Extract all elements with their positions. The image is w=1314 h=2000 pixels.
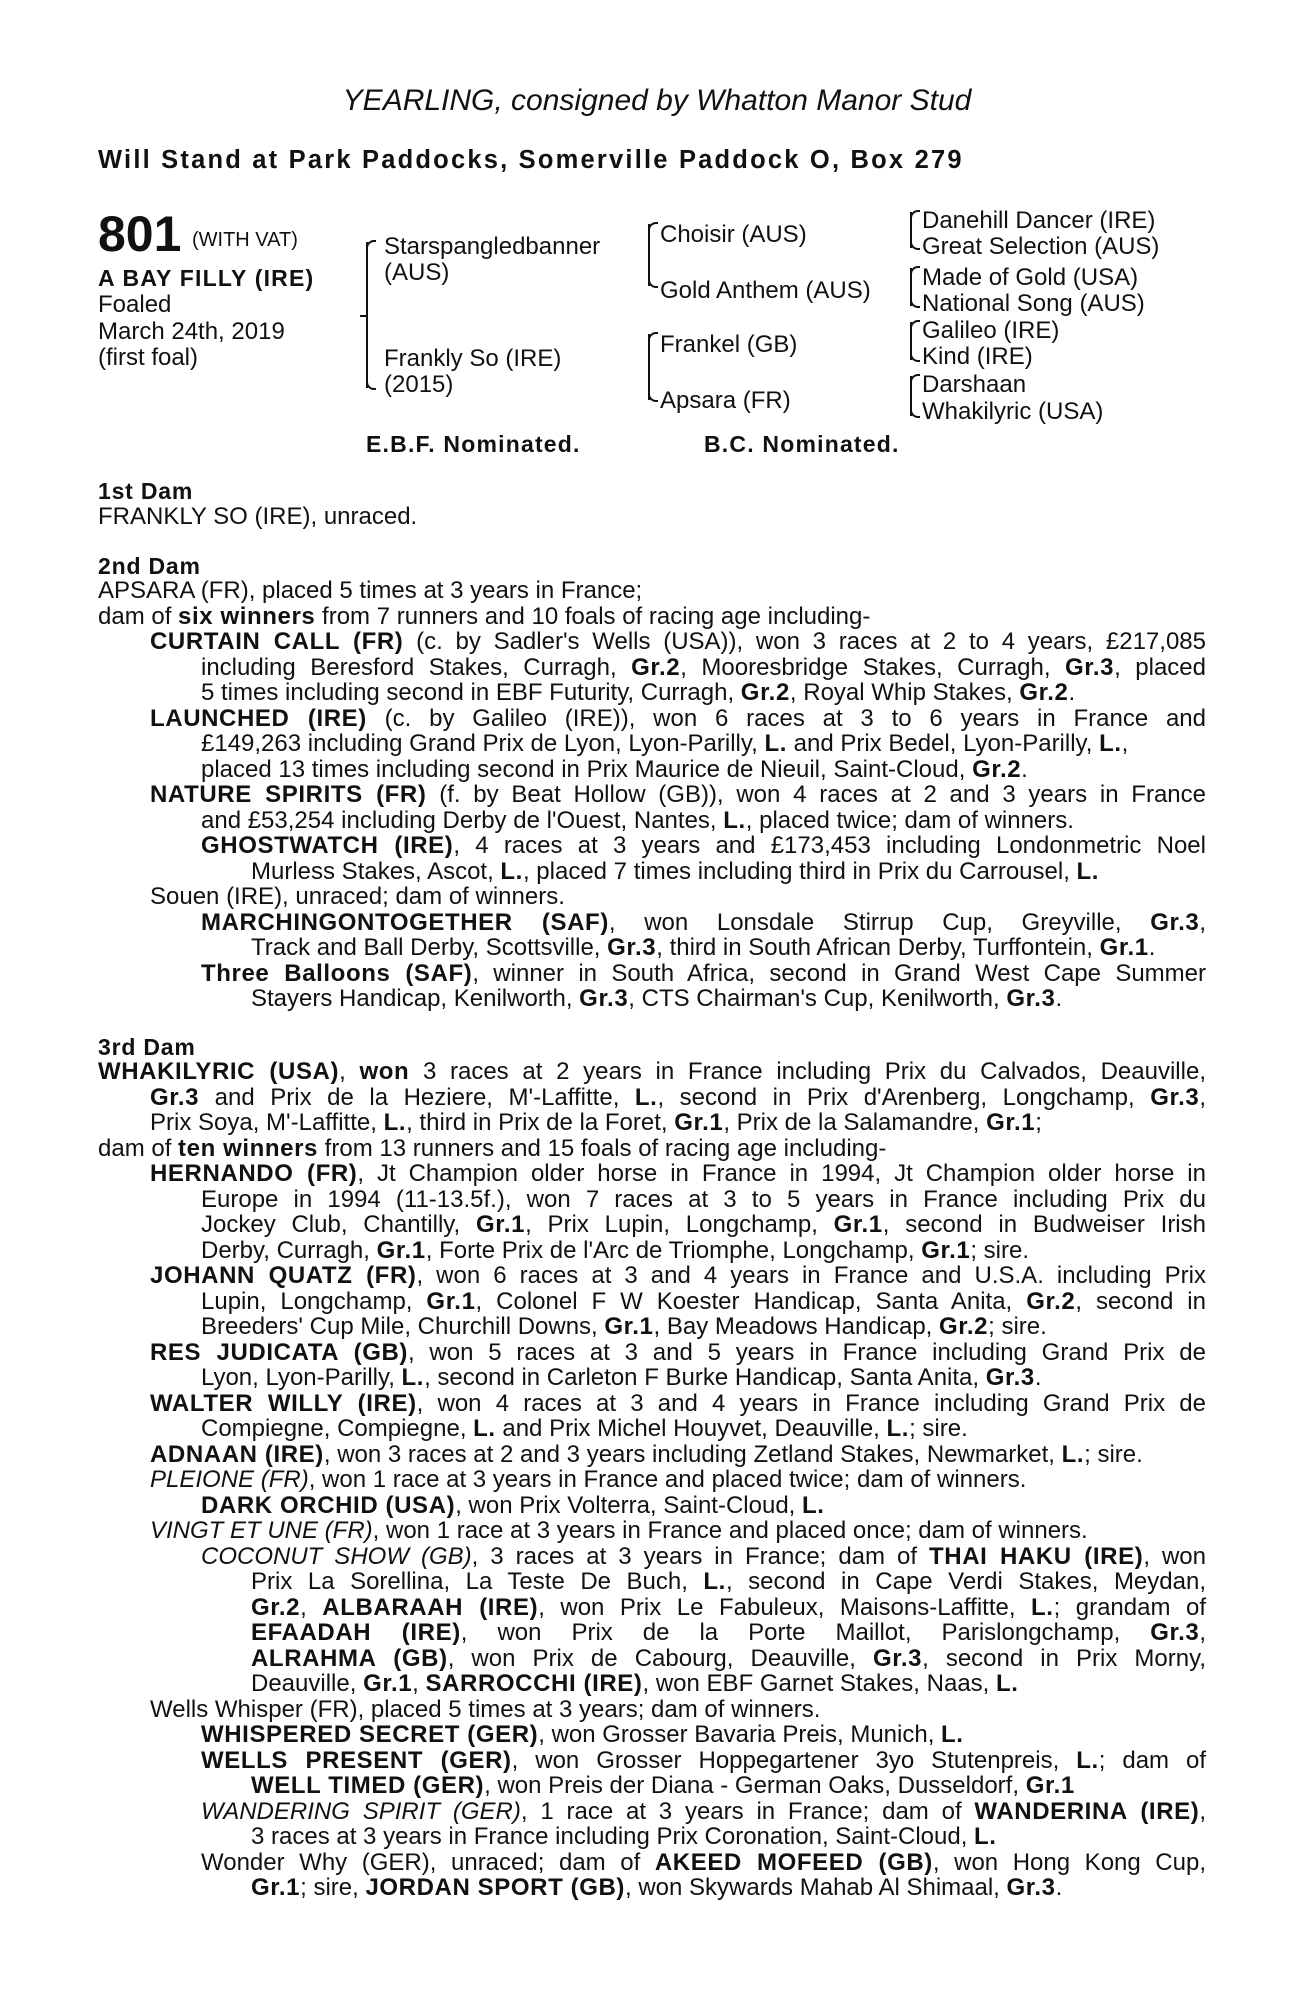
text: , [1121, 730, 1129, 757]
text-line [98, 1314, 1206, 1340]
horse-name: MARCHINGONTOGETHER (SAF) [201, 908, 609, 936]
foaled-date: March 24th, 2019 [98, 318, 285, 345]
horse-name: WELL TIMED (GER) [251, 1772, 485, 1799]
text: from 7 runners and 10 foals of racing age including- [315, 602, 871, 630]
grade: Gr.3 [1065, 653, 1115, 681]
horse-name: AKEED MOFEED (GB) [654, 1848, 933, 1876]
horse-name: JOHANN QUATZ (FR) [150, 1262, 417, 1289]
text-line [98, 1467, 1206, 1493]
text: , second in Cape Verdi Stakes, Meydan, [725, 1568, 1206, 1595]
text: , won Grosser Hoppegartener 3yo Stutenpreis, [511, 1746, 1077, 1774]
text: , [339, 1058, 360, 1085]
first-foal-note: (first foal) [98, 344, 199, 371]
text: , [1199, 908, 1206, 936]
pedigree-brace-dam [648, 334, 650, 400]
pedigree-brace-point [360, 315, 366, 317]
text: APSARA (FR), placed 5 times at 3 years in France; [98, 577, 643, 604]
text-line [98, 1238, 1206, 1264]
text: (f. by Beat Hollow (GB)), won 4 races at 2 and 3 years in France [426, 781, 1206, 808]
grade: Gr.3 [1150, 1083, 1200, 1111]
grade: L. [974, 1823, 997, 1850]
horse-name: WELLS PRESENT (GER) [201, 1746, 512, 1774]
text: , second in Prix Morny, [922, 1644, 1207, 1672]
grade: L. [1076, 857, 1100, 885]
text: , won 1 race at 3 years in France and placed twice; dam of winners. [308, 1466, 1027, 1493]
text-line [98, 757, 1206, 783]
grade: L. [401, 1364, 425, 1391]
text-line [98, 1391, 1206, 1417]
text: ; sire, [300, 1874, 366, 1901]
horse-name: ADNAAN (IRE) [150, 1440, 324, 1468]
text-line [98, 1697, 1206, 1723]
text: Prix La Sorellina, La Teste De Buch, [251, 1568, 704, 1595]
text: , won Grosser Bavaria Preis, Munich, [538, 1721, 942, 1748]
text: , placed [1114, 653, 1206, 681]
dam-sire: Frankel (GB) [660, 331, 798, 358]
text: , won Preis der Diana - German Oaks, Dusseldorf, [484, 1772, 1026, 1799]
grade: L. [1031, 1593, 1054, 1621]
text: , won Prix de la Porte Maillot, Parislongchamp, [460, 1619, 1151, 1646]
text-line [98, 1263, 1206, 1289]
grade: Gr.2 [972, 755, 1022, 783]
text-line [98, 808, 1206, 834]
grade: Gr.2 [631, 653, 681, 681]
text: , third in Prix de la Foret, [406, 1109, 675, 1136]
text: , won Prix Le Fabuleux, Maisons-Laffitte, [538, 1593, 1032, 1621]
grade: Gr.3 [607, 934, 657, 961]
grade: Gr.1 [1099, 934, 1149, 961]
text-line [98, 1110, 1206, 1136]
text: . [1055, 1874, 1063, 1901]
grade: Gr.2 [740, 679, 790, 706]
horse-name: WALTER WILLY (IRE) [150, 1389, 417, 1417]
third-dam-heading: 3rd Dam [98, 1034, 196, 1060]
horse-name: VINGT ET UNE (FR) [150, 1517, 373, 1544]
text: Deauville, [251, 1670, 364, 1697]
grade: Gr.3 [1150, 908, 1200, 936]
text: , 1 race at 3 years in France; dam of [520, 1797, 975, 1825]
grade: Gr.1 [921, 1236, 971, 1264]
grade: Gr.3 [1006, 1874, 1056, 1901]
text: , Bay Meadows Handicap, [653, 1313, 939, 1340]
g3-3: Made of Gold (USA) [922, 264, 1139, 291]
text: , Forte Prix de l'Arc de Triomphe, Longchamp, [425, 1236, 922, 1264]
text: , won [1143, 1542, 1206, 1570]
text-line [98, 859, 1206, 885]
text: , won 3 races at 2 and 3 years including Zetland Stakes, Newmarket, [323, 1440, 1062, 1468]
text-line [98, 1365, 1206, 1391]
grade: L. [764, 730, 787, 757]
text-line [98, 1416, 1206, 1442]
bc-nominated: B.C. Nominated. [704, 431, 900, 457]
sire-sire: Choisir (AUS) [660, 221, 807, 248]
consignor-line: YEARLING, consigned by Whatton Manor Stud [342, 84, 972, 117]
horse-name: JORDAN SPORT (GB) [365, 1874, 625, 1901]
text: and £53,254 including Derby de l'Ouest, Nantes, [201, 806, 724, 834]
text: Wonder Why (GER), unraced; dam of [201, 1848, 655, 1876]
grade: Gr.2 [939, 1313, 989, 1340]
text: , Royal Whip Stakes, [789, 679, 1020, 706]
text: £149,263 including Grand Prix de Lyon, Lyon-Parilly, [201, 730, 765, 757]
text: Wells Whisper (FR), placed 5 times at 3 years; dam of winners. [150, 1695, 821, 1723]
g3-2: Great Selection (AUS) [922, 233, 1160, 260]
text-line [98, 833, 1206, 859]
grade: Gr.1 [251, 1874, 301, 1901]
grade: Gr.1 [833, 1211, 883, 1238]
horse-name: COCONUT SHOW (GB) [201, 1542, 472, 1570]
text-line [98, 604, 1206, 630]
text: , Prix Lupin, Longchamp, [525, 1211, 834, 1238]
text-line [98, 655, 1206, 681]
g3-7: Darshaan [922, 371, 1027, 398]
text-line [98, 782, 1206, 808]
text: , won 5 races at 3 and 5 years in France including Grand Prix de [407, 1338, 1206, 1366]
horse-name: SARROCCHI (IRE) [425, 1670, 643, 1697]
sire-country: (AUS) [384, 259, 450, 286]
text-line [98, 1161, 1206, 1187]
text: Jockey Club, Chantilly, [201, 1211, 476, 1238]
horse-name: NATURE SPIRITS (FR) [150, 781, 427, 808]
pedigree-brace-g3 [910, 322, 912, 360]
horse-name: PLEIONE (FR) [150, 1466, 309, 1493]
text: , 3 races at 3 years in France; dam of [471, 1542, 930, 1570]
g3-5: Galileo (IRE) [922, 317, 1060, 344]
text: (c. by Sadler's Wells (USA)), won 3 races at 2 to 4 years, £217,085 [403, 628, 1206, 655]
text-line [98, 706, 1206, 732]
grade: L. [1076, 1746, 1099, 1774]
text: Europe in 1994 (11-13.5f.), won 7 races at 3 to 5 years in France including Prix du [201, 1185, 1206, 1213]
text: , CTS Chairman's Cup, Kenilworth, [628, 985, 1007, 1012]
text: , second in Prix d'Arenberg, Longchamp, [657, 1083, 1151, 1111]
horse-name: EFAADAH (IRE) [251, 1619, 461, 1646]
text: , [1199, 1797, 1206, 1825]
horse-name: WHAKILYRIC (USA) [98, 1058, 340, 1085]
text: , second in Carleton F Burke Handicap, Santa Anita, [424, 1364, 986, 1391]
grade: Gr.3 [1150, 1619, 1200, 1646]
lot-number: 801 [98, 206, 182, 262]
dam-year: (2015) [384, 371, 454, 398]
text: ; sire. [988, 1313, 1047, 1340]
text: , Mooresbridge Stakes, Curragh, [680, 653, 1066, 681]
grade: L. [500, 857, 523, 885]
dam-name: Frankly So (IRE) [384, 345, 562, 372]
grade: Gr.3 [985, 1364, 1035, 1391]
g3-1: Danehill Dancer (IRE) [922, 207, 1156, 234]
horse-name: ALBARAAH (IRE) [322, 1593, 539, 1621]
text: , winner in South Africa, second in Grand West Cape Summer [472, 959, 1206, 987]
horse-name: HERNANDO (FR) [150, 1160, 358, 1187]
pedigree-brace-main [366, 242, 368, 388]
text: , [1199, 1083, 1207, 1111]
text-line [98, 1748, 1206, 1774]
text-line [98, 1646, 1206, 1672]
text: , won 6 races at 3 and 4 years in France and U.S.A. including Prix [416, 1262, 1206, 1289]
text: 5 times including second in EBF Futurity, Curragh, [201, 679, 741, 706]
text-line [98, 578, 1206, 604]
winners-count: six winners [178, 602, 316, 630]
grade: Gr.1 [426, 1287, 476, 1315]
second-dam-block [98, 578, 1206, 1012]
text: Breeders' Cup Mile, Churchill Downs, [201, 1313, 605, 1340]
text: and Prix Bedel, Lyon-Parilly, [786, 730, 1100, 757]
grade: L. [473, 1415, 496, 1442]
text: Prix Soya, M'-Laffitte, [150, 1109, 384, 1136]
text-line [98, 1824, 1206, 1850]
text: , second in [1075, 1287, 1206, 1315]
text-line [98, 629, 1206, 655]
text: , won 1 race at 3 years in France and placed once; dam of winners. [372, 1517, 1088, 1544]
g3-6: Kind (IRE) [922, 343, 1033, 370]
text: , won EBF Garnet Stakes, Naas, [642, 1670, 996, 1697]
grade: L. [634, 1083, 658, 1111]
text-line [98, 1136, 1206, 1162]
pedigree-brace-sire [648, 224, 650, 286]
text: Derby, Curragh, [201, 1236, 377, 1264]
horse-name: DARK ORCHID (USA) [201, 1491, 456, 1519]
sire-name: Starspangledbanner [384, 233, 601, 260]
text: , Prix de la Salamandre, [723, 1109, 987, 1136]
text: dam of [98, 602, 179, 630]
grade: L. [723, 806, 746, 834]
text-line [98, 1722, 1206, 1748]
text: 3 races at 2 years in France including Prix du Calvados, Deauville, [409, 1058, 1206, 1085]
text: ; sire. [970, 1236, 1029, 1264]
text-line [98, 910, 1206, 936]
text: 3 races at 3 years in France including Prix Coronation, Saint-Cloud, [251, 1823, 975, 1850]
grade: Gr.2 [251, 1593, 301, 1621]
text: ; [1035, 1109, 1042, 1136]
horse-name: WANDERING SPIRIT (GER) [201, 1797, 521, 1825]
horse-name: ALRAHMA (GB) [251, 1644, 448, 1672]
text: . [1055, 985, 1063, 1012]
text: ; sire. [1084, 1440, 1143, 1468]
text: Stayers Handicap, Kenilworth, [251, 985, 580, 1012]
horse-name: GHOSTWATCH (IRE) [201, 832, 454, 859]
text: , placed 7 times including third in Prix du Carrousel, [522, 857, 1077, 885]
horse-name: Three Balloons (SAF) [201, 959, 473, 987]
grade: Gr.1 [986, 1109, 1036, 1136]
grade: Gr.3 [1006, 985, 1056, 1012]
grade: Gr.1 [376, 1236, 426, 1264]
text: ; dam of [1098, 1746, 1206, 1774]
text-line [98, 1799, 1206, 1825]
text-line [98, 1340, 1206, 1366]
text-line [98, 1569, 1206, 1595]
text: placed 13 times including second in Prix Maurice de Nieuil, Saint-Cloud, [201, 755, 973, 783]
text-line [98, 1850, 1206, 1876]
horse-name: WHISPERED SECRET (GER) [201, 1721, 539, 1748]
text: . [1021, 755, 1028, 783]
grade: Gr.3 [579, 985, 629, 1012]
text-line [98, 1212, 1206, 1238]
text-line [98, 1289, 1206, 1315]
sire-dam: Gold Anthem (AUS) [660, 277, 871, 304]
text: , won Prix Volterra, Saint-Cloud, [455, 1491, 803, 1519]
grade: Gr.2 [1019, 679, 1069, 706]
ebf-nominated: E.B.F. Nominated. [366, 431, 581, 457]
text-line [98, 1773, 1206, 1799]
text-line [98, 1875, 1206, 1901]
horse-name: THAI HAKU (IRE) [929, 1542, 1144, 1570]
grade: Gr.1 [475, 1211, 526, 1238]
foaled-label: Foaled [98, 291, 172, 318]
third-dam-block [98, 1059, 1206, 1901]
stand-location: Will Stand at Park Paddocks, Somerville Paddock O, Box 279 [98, 146, 964, 174]
grade: L. [886, 1415, 910, 1442]
grade: Gr.1 [674, 1109, 724, 1136]
text: , won Skywards Mahab Al Shimaal, [625, 1874, 1007, 1901]
pedigree-brace-g1 [910, 212, 912, 248]
text-line [98, 1187, 1206, 1213]
text-line [98, 1493, 1206, 1519]
text: Lupin, Longchamp, [201, 1287, 427, 1315]
pedigree-brace-g2 [910, 268, 912, 306]
text: from 13 runners and 15 foals of racing age including- [318, 1134, 887, 1162]
text: (c. by Galileo (IRE)), won 6 races at 3 to 6 years in France and [366, 704, 1207, 732]
text-line [98, 1544, 1206, 1570]
g3-4: National Song (AUS) [922, 290, 1145, 317]
text-line [98, 986, 1206, 1012]
text: Souen (IRE), unraced; dam of winners. [150, 883, 565, 910]
text: Track and Ball Derby, Scottsville, [251, 934, 608, 961]
text: ; grandam of [1053, 1593, 1206, 1621]
grade: L. [1099, 730, 1122, 757]
text: . [1034, 1364, 1042, 1391]
horse-name: A BAY FILLY (IRE) [98, 265, 315, 291]
text: , second in Budweiser Irish [882, 1211, 1206, 1238]
grade: L. [383, 1109, 407, 1136]
text: , [1199, 1619, 1207, 1646]
text: , placed twice; dam of winners. [745, 806, 1074, 834]
text-line [98, 1518, 1206, 1544]
second-dam-heading: 2nd Dam [98, 553, 201, 579]
text: , 4 races at 3 years and £173,453 including Londonmetric Noel [453, 832, 1206, 859]
text-line [98, 1620, 1206, 1646]
text: dam of [98, 1134, 179, 1162]
text: , won Lonsdale Stirrup Cup, Greyville, [608, 908, 1151, 936]
grade: L. [996, 1670, 1019, 1697]
grade: Gr.1 [1025, 1772, 1075, 1799]
horse-name: LAUNCHED (IRE) [150, 704, 367, 732]
text-line [98, 884, 1206, 910]
text-line [98, 1085, 1206, 1111]
first-dam-text: FRANKLY SO (IRE), unraced. [98, 503, 418, 530]
grade: Gr.1 [363, 1670, 413, 1697]
text-line [98, 731, 1206, 757]
text: . [1068, 679, 1076, 706]
horse-name: RES JUDICATA (GB) [150, 1338, 408, 1366]
grade: L. [802, 1491, 825, 1519]
grade: Gr.3 [872, 1644, 923, 1672]
pedigree-brace-g4 [910, 376, 912, 416]
text: , [412, 1670, 426, 1697]
first-dam-heading: 1st Dam [98, 478, 194, 504]
won-label: won [359, 1058, 410, 1085]
text: Murless Stakes, Ascot, [251, 857, 501, 885]
text: , Colonel F W Koester Handicap, Santa Anita, [475, 1287, 1027, 1315]
text: , won 4 races at 3 and 4 years in France including Grand Prix de [416, 1389, 1206, 1417]
grade: L. [1061, 1440, 1085, 1468]
text: . [1148, 934, 1156, 961]
text-line [98, 935, 1206, 961]
text: ; sire. [909, 1415, 968, 1442]
text: Lyon, Lyon-Parilly, [201, 1364, 402, 1391]
text: Compiegne, Compiegne, [201, 1415, 474, 1442]
text: , third in South African Derby, Turffontein, [656, 934, 1100, 961]
vat-note: (WITH VAT) [192, 229, 298, 251]
text: , [300, 1593, 323, 1621]
text: including Beresford Stakes, Curragh, [201, 653, 632, 681]
text: and Prix Michel Houyvet, Deauville, [495, 1415, 887, 1442]
grade: Gr.2 [1026, 1287, 1076, 1315]
text-line [98, 1671, 1206, 1697]
text-line [98, 1442, 1206, 1468]
text-line [98, 961, 1206, 987]
horse-name: CURTAIN CALL (FR) [150, 628, 404, 655]
grade: Gr.1 [604, 1313, 654, 1340]
dam-dam: Apsara (FR) [660, 387, 791, 414]
text: and Prix de la Heziere, M'-Laffitte, [199, 1083, 635, 1111]
g3-8: Whakilyric (USA) [922, 398, 1104, 425]
horse-name: WANDERINA (IRE) [974, 1797, 1200, 1825]
grade: Gr.3 [150, 1083, 200, 1111]
text-line [98, 1595, 1206, 1621]
winners-count: ten winners [178, 1134, 319, 1162]
text: , won Hong Kong Cup, [932, 1848, 1207, 1876]
text: , Jt Champion older horse in France in 1994, Jt Champion older horse in [357, 1160, 1206, 1187]
text-line [98, 1059, 1206, 1085]
grade: L. [703, 1568, 726, 1595]
grade: L. [941, 1721, 964, 1748]
text: , won Prix de Cabourg, Deauville, [447, 1644, 873, 1672]
text-line [98, 680, 1206, 706]
